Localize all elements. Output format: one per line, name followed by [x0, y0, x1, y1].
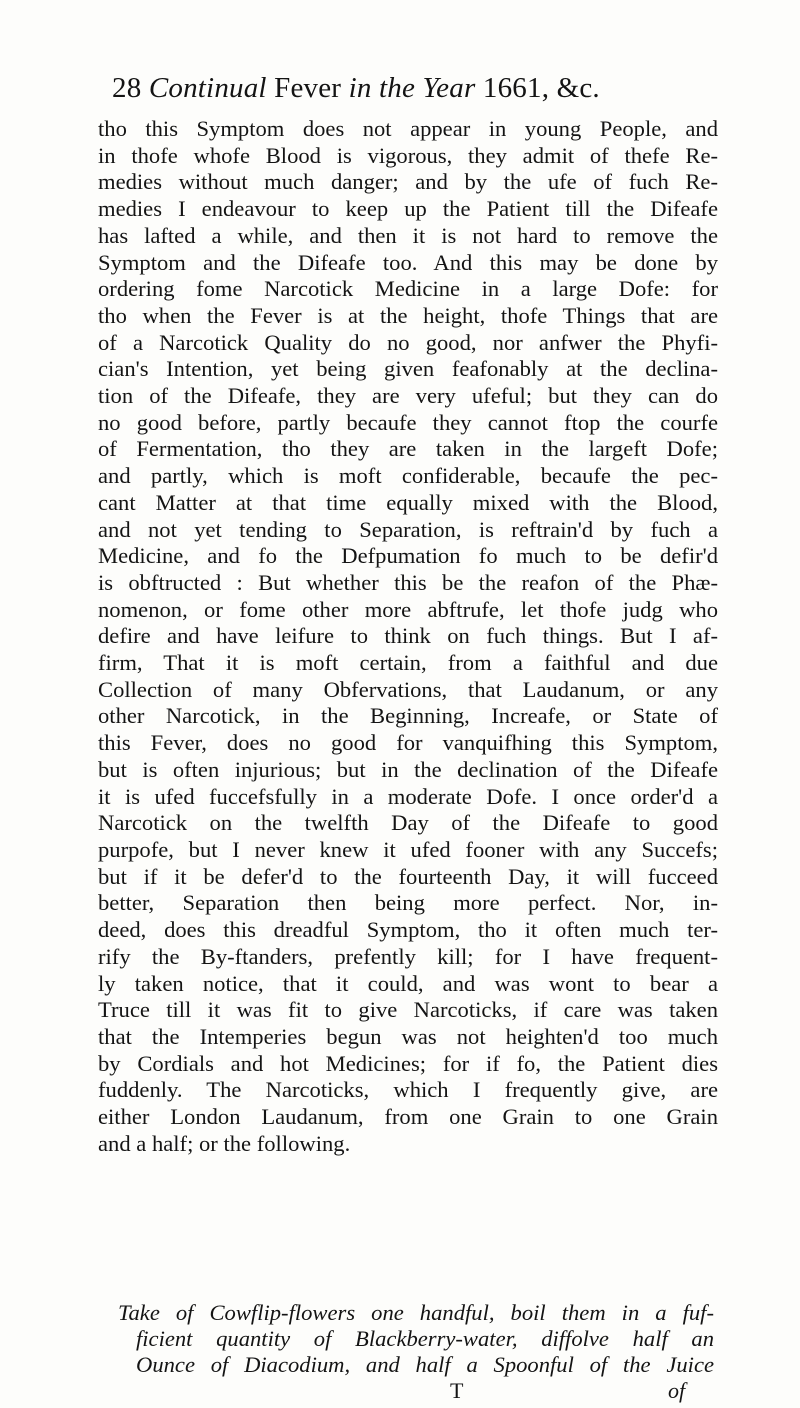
text-line: of a Narcotick Quality do no good, nor anfwer the Phyfi- — [98, 329, 718, 355]
text-line: that the Intemperies begun was not heighten'd too much — [98, 1023, 718, 1049]
text-line: and partly, which is moft confiderable, becaufe the pec- — [98, 463, 718, 489]
text-line: but is often injurious; but in the declination of the Difeafe — [98, 756, 718, 782]
text-line: cian's Intention, yet being given feafonably at the declina- — [98, 356, 718, 382]
text-line: has lafted a while, and then it is not hard to remove the — [98, 222, 718, 248]
text-line: defire and have leifure to think on fuch things. But I af- — [98, 623, 718, 649]
header-etc: &c. — [556, 72, 600, 104]
page-footer — [0, 1378, 800, 1406]
text-line: tion of the Difeafe, they are very ufeful; but they can do — [98, 383, 718, 409]
text-line: better, Separation then being more perfect. Nor, in- — [98, 890, 718, 916]
text-line: is obftructed : But whether this be the reafon of the Phæ- — [98, 569, 718, 595]
text-line: tho this Symptom does not appear in young People, and — [98, 116, 718, 141]
text-line: Medicine, and fo the Defpumation fo much to be defir'd — [98, 543, 718, 569]
text-line: purpofe, but I never knew it ufed fooner with any Succefs; — [98, 836, 718, 862]
text-line: Collection of many Obfervations, that Laudanum, or any — [98, 676, 718, 702]
text-line: cant Matter at that time equally mixed with the Blood, — [98, 489, 718, 515]
text-line: ordering fome Narcotick Medicine in a large Dofe: for — [98, 276, 718, 302]
body-text — [98, 116, 718, 1157]
text-line: and a half; or the following. — [98, 1130, 351, 1156]
header-title-italic-2: in the Year — [348, 72, 476, 104]
text-line: nomenon, or fome other more abftrufe, let thofe judg who — [98, 596, 718, 622]
text-line: it is ufed fuccefsfully in a moderate Dofe. I once order'd a — [98, 783, 718, 809]
text-line: other Narcotick, in the Beginning, Increafe, or State of — [98, 703, 718, 729]
text-line: deed, does this dreadful Symptom, tho it often much ter- — [98, 917, 718, 943]
text-line: tho when the Fever is at the height, thofe Things that are — [98, 302, 718, 328]
text-line: Symptom and the Difeafe too. And this may be done by — [98, 249, 718, 275]
text-line: by Cordials and hot Medicines; for if fo, the Patient dies — [98, 1050, 718, 1076]
recipe-line: Ounce of Diacodium, and half a Spoonful of the Juice — [136, 1352, 714, 1377]
text-line: ly taken notice, that it could, and was wont to bear a — [98, 970, 718, 996]
text-line: no good before, partly becaufe they cannot ftop the courfe — [98, 409, 718, 435]
recipe-paragraph — [118, 1300, 714, 1378]
header-title-roman: Fever — [274, 72, 342, 104]
text-line: Narcotick on the twelfth Day of the Difeafe to good — [98, 810, 718, 836]
text-line: either London Laudanum, from one Grain to one Grain — [98, 1104, 718, 1130]
recipe-line: Take of Cowflip-flowers one handful, boil them in a fuf- — [118, 1300, 714, 1325]
running-header — [112, 72, 600, 105]
text-line: Truce till it was fit to give Narcoticks, if care was taken — [98, 997, 718, 1023]
text-line: fuddenly. The Narcoticks, which I frequently give, are — [98, 1077, 718, 1103]
text-line: this Fever, does no good for vanquifhing this Symptom, — [98, 730, 718, 756]
text-line: medies I endeavour to keep up the Patient till the Difeafe — [98, 196, 718, 222]
text-line: but if it be defer'd to the fourteenth Day, it will fucceed — [98, 863, 718, 889]
text-line: rify the By-ftanders, prefently kill; for I have frequent- — [98, 943, 718, 969]
header-year: 1661, — [482, 72, 550, 104]
header-title-italic: Continual — [148, 72, 267, 104]
signature-mark: T — [450, 1378, 464, 1403]
text-line: in thofe whofe Blood is vigorous, they admit of thefe Re- — [98, 142, 718, 168]
text-line: medies without much danger; and by the ufe of fuch Re- — [98, 169, 718, 195]
text-line: and not yet tending to Separation, is reftrain'd by fuch a — [98, 516, 718, 542]
recipe-line: ficient quantity of Blackberry-water, diffolve half an — [136, 1326, 714, 1351]
text-line: of Fermentation, tho they are taken in the largeft Dofe; — [98, 436, 718, 462]
page-number: 28 — [112, 72, 142, 104]
catchword: of — [668, 1378, 686, 1403]
text-line: firm, That it is moft certain, from a faithful and due — [98, 650, 718, 676]
